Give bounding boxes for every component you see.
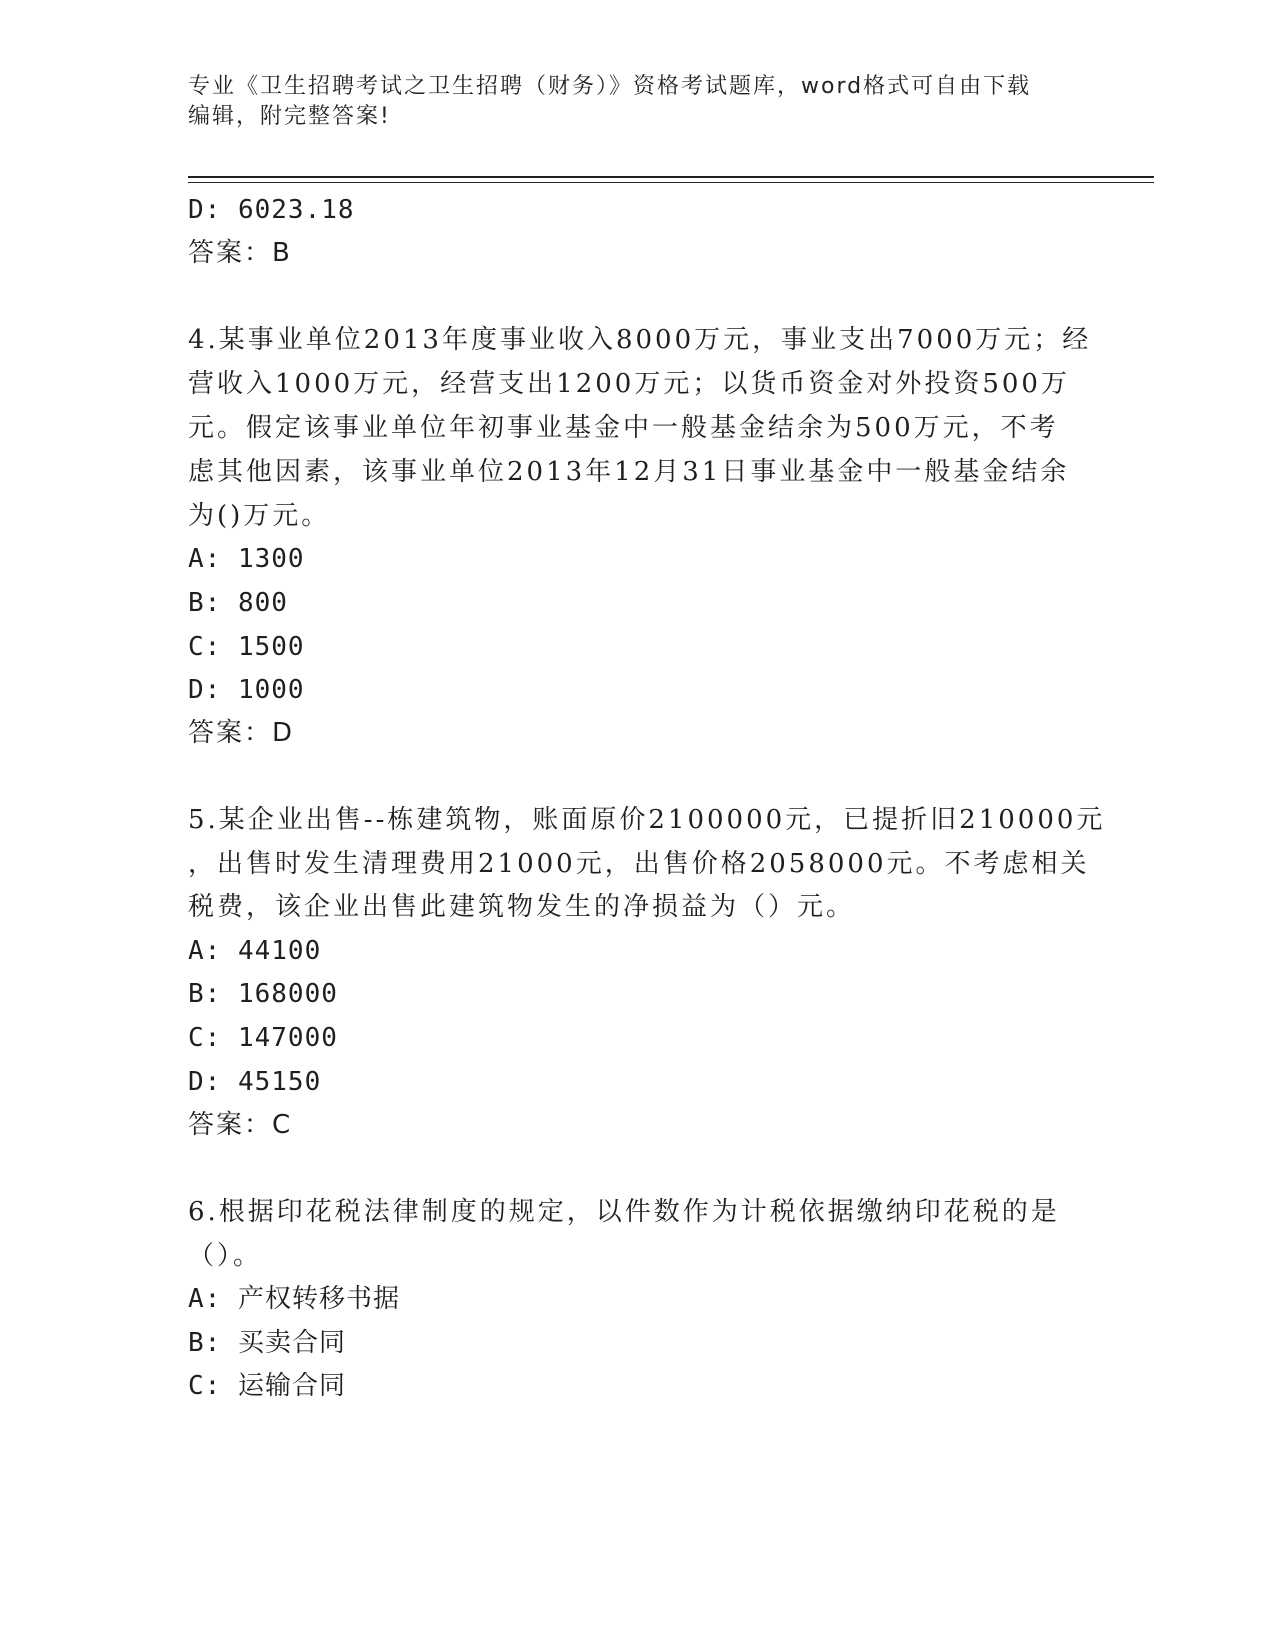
option-c: C: 运输合同: [188, 1371, 346, 1401]
question-4-line-2: 营收入1000万元，经营支出1200万元；以货币资金对外投资500万: [188, 369, 1070, 399]
question-4-line-4: 虑其他因素，该事业单位2013年12月31日事业基金中一般基金结余: [188, 457, 1070, 487]
option-a: A: 产权转移书据: [188, 1284, 400, 1314]
option-d: D: 1000: [188, 675, 305, 705]
option-d: D: 6023.18: [188, 195, 355, 225]
answer: 答案：D: [188, 718, 295, 748]
option-a: A: 1300: [188, 544, 305, 574]
option-c: C: 1500: [188, 632, 305, 662]
question-4-line-1: 4.某事业单位2013年度事业收入8000万元，事业支出7000万元；经: [188, 325, 1092, 355]
answer: 答案：C: [188, 1110, 293, 1140]
question-6-line-2: （）。: [188, 1241, 263, 1271]
option-d: D: 45150: [188, 1067, 322, 1097]
option-b: B: 800: [188, 588, 288, 618]
question-6-line-1: 6.根据印花税法律制度的规定，以件数作为计税依据缴纳印花税的是: [188, 1197, 1060, 1227]
answer: 答案：B: [188, 238, 292, 268]
option-a: A: 44100: [188, 936, 322, 966]
option-c: C: 147000: [188, 1023, 338, 1053]
header-divider-thin: [188, 182, 1154, 183]
question-5-line-3: 税费，该企业出售此建筑物发生的净损益为（）元。: [188, 892, 856, 922]
question-4-line-5: 为()万元。: [188, 501, 331, 531]
page-header: [188, 72, 1088, 132]
header-divider: [188, 176, 1154, 178]
question-4-line-3: 元。假定该事业单位年初事业基金中一般基金结余为500万元，不考: [188, 413, 1059, 443]
option-b: B: 买卖合同: [188, 1328, 346, 1358]
header-line-2: 编辑，附完整答案!: [188, 104, 391, 129]
option-b: B: 168000: [188, 979, 338, 1009]
question-5-line-2: ，出售时发生清理费用21000元，出售价格2058000元。不考虑相关: [188, 849, 1090, 879]
header-line-1: 专业《卫生招聘考试之卫生招聘（财务）》资格考试题库，word格式可自由下载: [188, 74, 1032, 99]
question-5-line-1: 5.某企业出售--栋建筑物，账面原价2100000元，已提折旧210000元: [188, 805, 1106, 835]
